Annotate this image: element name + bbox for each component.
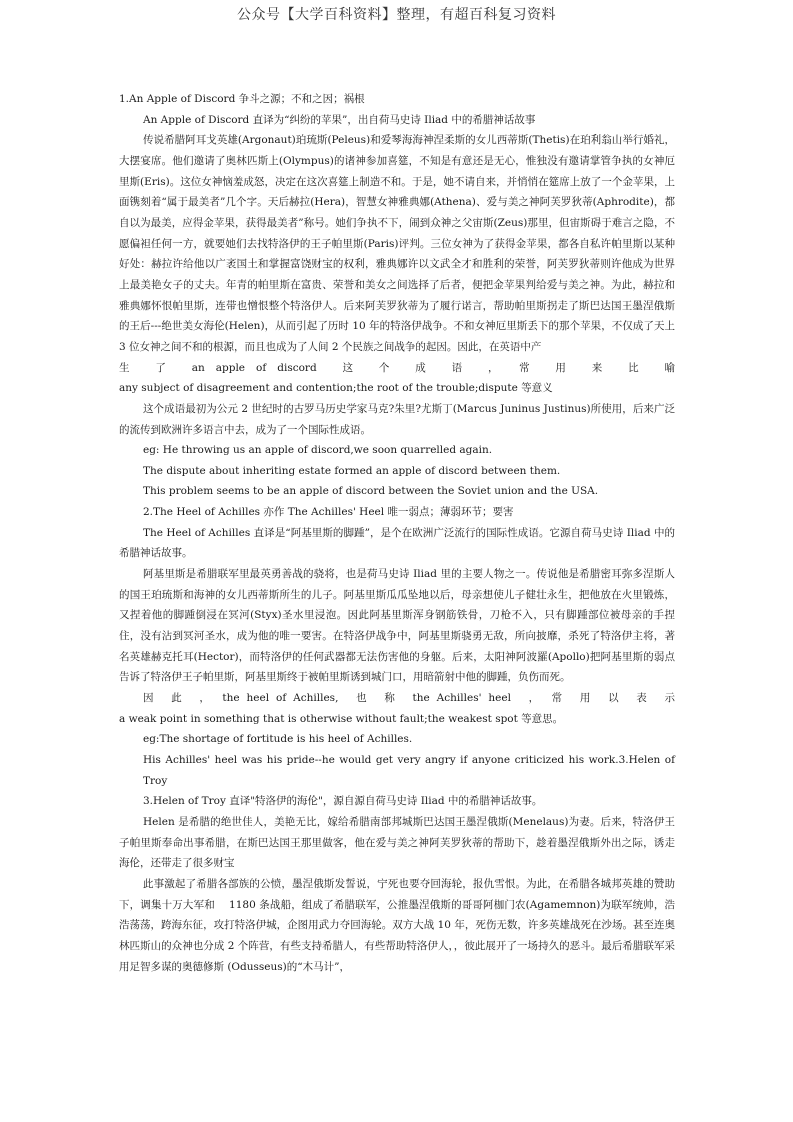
line-discord-meaning: any subject of disagreement and contention;the root of the trouble;dispute 等意义 xyxy=(119,382,553,395)
example-1: eg: He throwing us an apple of discord,we soon quarrelled again. xyxy=(143,444,493,457)
heading-achilles: 2.The Heel of Achilles 亦作 The Achilles' Heel 唯一弱点；薄弱环节；要害 xyxy=(143,506,514,519)
paragraph-achilles-intro: The Heel of Achilles 直译是“阿基里斯的脚踵”，是个在欧洲广泛流行的国际性成语。它源自荷马史诗 Iliad 中的希腊神话故事。 xyxy=(119,526,675,560)
line-1: 1.An Apple of Discord 争斗之源；不和之因；祸根 xyxy=(119,93,365,105)
paragraph-helen-intro: Helen 是希腊的绝世佳人，美艳无比，嫁给希腊南部邦城斯巴达国王墨涅俄斯(Menelaus)为妻。后来，特洛伊王子帕里斯奉命出事希腊，在斯巴达国王那里做客，他在爱与美之神阿芙罗狄蒂的帮助下，趁着墨涅俄斯外出之际，诱走海伦，还带走了很多财宝 xyxy=(119,815,675,870)
paragraph-discord-story: 传说希腊阿耳戈英雄(Argonaut)珀琉斯(Peleus)和爱琴海海神涅柔斯的女儿西蒂斯(Thetis)在珀利翁山举行婚礼，大摆宴席。他们邀请了奥林匹斯上(Olympus)的诸神参加喜筵，不知是有意还是无心，惟独没有邀请掌管争执的女神厄里斯(Eris)。这位女神恼羞成怒，决定在这次喜筵上制造不和。于是，她不请自来，并悄悄在筵席上放了一个金苹果，上面镌刻着“属于最美者”几个字。天后赫拉(Hera)，智慧女神雅典娜(Athena)、爱与美之神阿芙罗狄蒂(Aphrodite)，都自以为最美，应得金苹果，获得最美者”称号。她们争执不下，闹到众神之父宙斯(Zeus)那里，但宙斯碍于难言之隐，不愿偏袒任何一方，就要她们去找特洛伊的王子帕里斯(Paris)评判。三位女神为了获得金苹果，都各自私许帕里斯以某种好处：赫拉许给他以广袤国土和掌握富饶财宝的权利，雅典娜许以文武全才和胜利的荣誉，阿芙罗狄蒂则许他成为世界上最美艳女子的丈夫。年青的帕里斯在富贵、荣誉和美女之间选择了后者，便把金苹果判给爱与美之神。为此，赫拉和雅典娜怀恨帕里斯，连带也憎恨整个特洛伊人。后来阿芙罗狄蒂为了履行诺言，帮助帕里斯拐走了斯巴达国王墨涅俄斯的王后---绝世美女海伦(Helen)，从而引起了历时 10 年的特洛伊战争。不和女神厄里斯丢下的那个苹果，不仅成了天上 3 位女神之间不和的根源，而且也成为了人间 2 个民族之间战争的起因。因此，在英语中产 xyxy=(119,134,675,353)
paragraph-discord-origin: 这个成语最初为公元 2 世纪时的古罗马历史学家马克?朱里?尤斯丁(Marcus Juninus Justinus)所使用，后来广泛的流传到欧洲许多语言中去，成为了一个国际性成语。 xyxy=(119,402,675,436)
paragraph-helen-war: 此事激起了希腊各部族的公愤，墨涅俄斯发誓说，宁死也要夺回海轮，报仇雪恨。为此，在希腊各城邦英雄的赞助下，调集十万大军和 1180 条战船，组成了希腊联军，公推墨涅俄斯的哥哥阿枷门农(Agamemnon)为联军统帅，浩浩荡荡，跨海东征，攻打特洛伊城，企图用武力夺回海轮。双方大战 10 年，死伤无数，许多英雄战死在沙场。甚至连奥林匹斯山的众神也分成 2 个阵营，有些支持希腊人，有些帮助特洛伊人，，彼此展开了一场持久的恶斗。最后希腊联军采用足智多谋的奥德修斯 (Odusseus)的“木马计”， xyxy=(119,877,675,973)
line-2: An Apple of Discord 直译为“纠纷的苹果”，出自荷马史诗 Iliad 中的希腊神话故事 xyxy=(143,113,536,126)
example-2: The dispute about inheriting estate formed an apple of discord between them. xyxy=(143,464,561,477)
heading-helen: 3.Helen of Troy 直译"特洛伊的海伦"，源自源自荷马史诗 Iliad 中的希腊神话故事。 xyxy=(143,795,543,808)
line-discord-spaced: 生 了 an apple of discord 这 个 成 语 ， 常 用 来 比 喻 xyxy=(119,361,675,374)
paragraph-achilles-story: 阿基里斯是希腊联军里最英勇善战的骁将，也是荷马史诗 Iliad 里的主要人物之一。传说他是希腊密耳弥多涅斯人的国王珀琉斯和海神的女儿西蒂斯所生的儿子。阿基里斯瓜瓜坠地以后，母亲想使儿子健壮永生，把他放在火里锻炼，又捏着他的脚踵倒浸在冥河(Styx)圣水里浸泡。因此阿基里斯浑身钢筋铁骨，刀枪不入，只有脚踵部位被母亲的手捏住，没有沾到冥河圣水，成为他的唯一要害。在特洛伊战争中，阿基里斯骁勇无敌，所向披靡，杀死了特洛伊主将，著名英雄赫克托耳(Hector)，而特洛伊的任何武器都无法伤害他的身躯。后来，太阳神阿波羅(Apollo)把阿基里斯的弱点告诉了特洛伊王子帕里斯，阿基里斯终于被帕里斯诱到城门口，用暗箭射中他的脚踵，负伤而死。 xyxy=(119,568,675,684)
line-achilles-meaning: a weak point in something that is otherwise without fault;the weakest spot 等意思。 xyxy=(119,712,564,725)
example-4: eg:The shortage of fortitude is his heel of Achilles. xyxy=(143,733,413,746)
document-body xyxy=(119,89,675,977)
line-achilles-spaced: 因 此 ， the heel of Achilles, 也 称 the Achilles' heel ， 常 用 以 表 示 xyxy=(143,692,675,705)
example-5: His Achilles' heel was his pride--he would get very angry if anyone criticized his work.3.Helen of Troy xyxy=(143,754,675,787)
page-header: 公众号【大学百科资料】整理，有超百科复习资料 xyxy=(237,7,556,23)
example-3: This problem seems to be an apple of discord between the Soviet union and the USA. xyxy=(143,485,599,498)
